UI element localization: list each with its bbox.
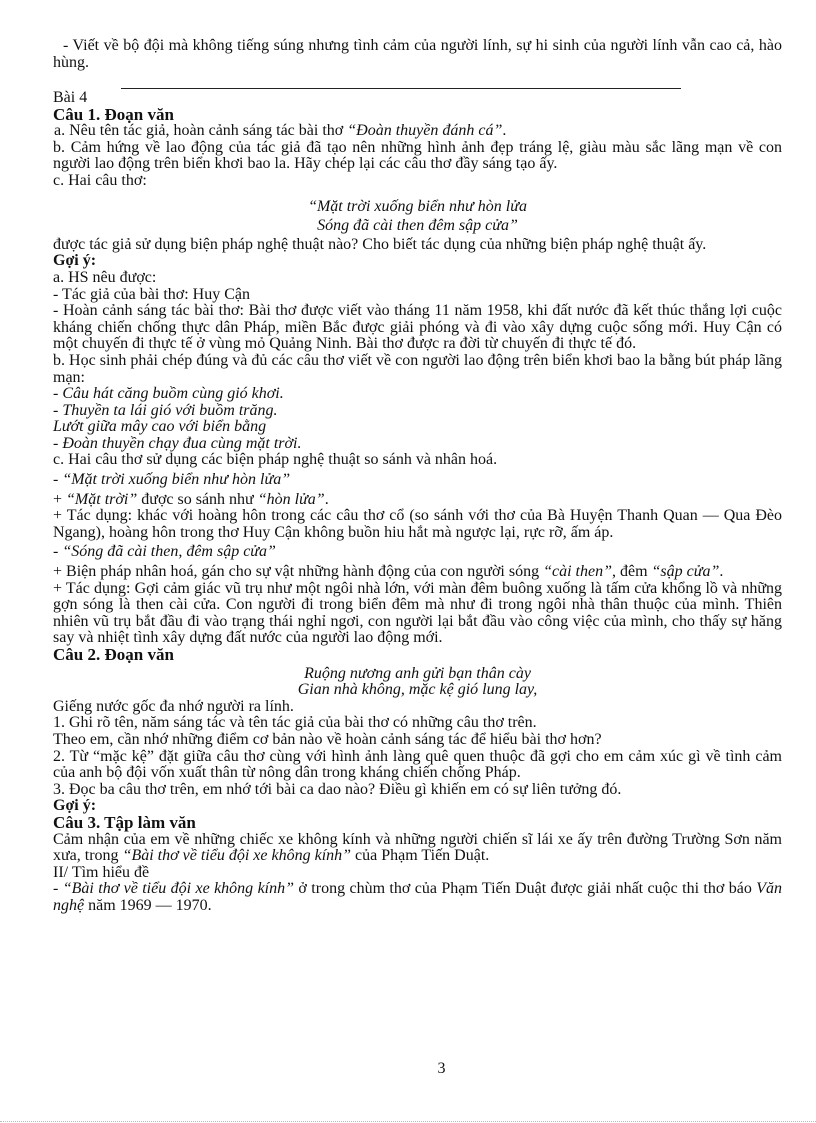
- goi-y-2: Gợi ý:: [53, 797, 97, 815]
- answer-c4: + Tác dụng: khác với hoàng hôn trong các câu thơ cổ (so sánh với thơ của Bà Huyện Thanh Quan — Qua Đèo Ngang), hoàng hôn trong thơ Huy Cận không buồn hiu hắt mà ngược lại, rực rỡ, ấm áp.: [53, 507, 782, 541]
- verse-1: - Câu hát căng buồm cùng gió khơi.: [53, 385, 284, 403]
- answer-c7: + Tác dụng: Gợi cảm giác vũ trụ như một ngôi nhà lớn, với màn đêm buông xuống là tấm cửa khổng lồ và những gợn sóng là then cài cửa. Con người đi trong biển đêm mà như đi trong ngôi nhà thân thuộc của mình. Thiên nhiên vũ trụ bắt đầu đi vào trạng thái nghỉ ngơi, con người lại bắt đầu vào công việc của mình, cho thấy sự hăng say và nhiệt tình xây dựng đất nước của người lao động mới.: [53, 579, 782, 647]
- answer-a2: - Tác giả của bài thơ: Huy Cận: [53, 285, 250, 303]
- cau2-poem-3: Giếng nước gốc đa nhớ người ra lính.: [53, 697, 294, 715]
- answer-c1: c. Hai câu thơ sử dụng các biện pháp nghệ thuật so sánh và nhân hoá.: [53, 451, 498, 469]
- poem-line-2: Sóng đã cài then đêm sập cửa”: [317, 217, 518, 235]
- cau3-heading: Câu 3. Tập làm văn: [53, 812, 196, 832]
- goi-y-1: Gợi ý:: [53, 252, 97, 270]
- cau2-l4: 3. Đọc ba câu thơ trên, em nhớ tới bài ca dao nào? Điều gì khiến em có sự liên tưởng đó.: [53, 780, 622, 798]
- cau1-a: a. Nêu tên tác giả, hoàn cảnh sáng tác bài thơ “Đoàn thuyền đánh cá”.: [54, 122, 507, 140]
- answer-b1: b. Học sinh phải chép đúng và đủ các câu thơ viết về con người lao động trên biển khơi bao la bằng bút pháp lãng mạn:: [53, 351, 782, 386]
- cau1-heading: Câu 1. Đoạn văn: [53, 104, 174, 124]
- cau2-heading: Câu 2. Đoạn văn: [53, 645, 174, 664]
- footer-dotted-line: [0, 1121, 816, 1122]
- cau1-b: b. Cảm hứng về lao động của tác giả đã tạo nên những hình ảnh đẹp tráng lệ, giàu màu sắc lãng mạn về con người lao động trên biển khơi bao la. Hãy chép lại các câu thơ đầy sáng tạo ấy.: [53, 138, 782, 173]
- answer-c2: - “Mặt trời xuống biển như hòn lửa”: [53, 471, 291, 489]
- answer-a1: a. HS nêu được:: [53, 268, 157, 286]
- intro-paragraph: - Viết về bộ đội mà không tiếng súng nhưng tình cảm của người lính, sự hi sinh của người lính vẫn cao cả, hào hùng.: [53, 37, 782, 71]
- bai-label: Bài 4: [53, 89, 88, 106]
- cau2-l1: 1. Ghi rõ tên, năm sáng tác và tên tác giả của bài thơ có những câu thơ trên.: [53, 714, 537, 732]
- bai-4-section: [53, 90, 782, 915]
- answer-c5: - “Sóng đã cài then, đêm sập cửa”: [53, 543, 276, 561]
- answer-a3: - Hoàn cảnh sáng tác bài thơ: Bài thơ được viết vào tháng 11 năm 1958, khi đất nước đã kết thúc thắng lợi cuộc kháng chiến chống thực dân Pháp, miền Bắc được giải phóng và đi vào xây dựng cuộc sống mới. Huy Cận có một chuyến đi thực tế ở vùng mỏ Quảng Ninh. Bài thơ được ra đời từ chuyến đi thực tế đó.: [53, 302, 782, 353]
- answer-c3: + “Mặt trời” được so sánh như “hòn lửa”.: [53, 490, 329, 508]
- cau2-l2: Theo em, cần nhớ những điểm cơ bản nào về hoàn cảnh sáng tác để hiểu bài thơ hơn?: [53, 730, 602, 748]
- cau2-poem-1: Ruộng nương anh gửi bạn thân cày: [304, 664, 531, 682]
- verse-3: Lướt giữa mây cao với biển bằng: [53, 418, 267, 436]
- cau2-l3: 2. Từ “mặc kệ” đặt giữa câu thơ cùng với hình ảnh làng quê quen thuộc đã gợi cho em cảm xúc gì về tình cảm của anh bộ đội vốn xuất thân từ nông dân trong kháng chiến chống Pháp.: [53, 747, 782, 782]
- answer-c6: + Biện pháp nhân hoá, gán cho sự vật những hành động của con người sóng “cài then”, đêm “sập cửa”.: [53, 563, 724, 581]
- cau3-t2: II/ Tìm hiểu đề: [53, 863, 150, 881]
- poem-line-1: “Mặt trời xuống biển như hòn lửa: [308, 197, 527, 215]
- cau3-t1: Cảm nhận của em về những chiếc xe không kính và những người chiến sĩ lái xe ấy trên đường Trường Sơn năm xưa, trong “Bài thơ về tiểu đội xe không kính” của Phạm Tiến Duật.: [53, 830, 782, 865]
- verse-2: - Thuyền ta lái gió với buồm trăng.: [53, 401, 278, 419]
- cau1-question: được tác giả sử dụng biện pháp nghệ thuật nào? Cho biết tác dụng của những biện pháp nghệ thuật ấy.: [53, 235, 707, 253]
- cau1-c: c. Hai câu thơ:: [53, 171, 147, 189]
- cau3-t3: - “Bài thơ về tiểu đội xe không kính” ở trong chùm thơ của Phạm Tiến Duật được giải nhất cuộc thi thơ báo Văn nghệ năm 1969 — 1970.: [53, 880, 782, 914]
- verse-4: - Đoàn thuyền chạy đua cùng mặt trời.: [53, 434, 302, 452]
- page-number: 3: [437, 1060, 446, 1077]
- cau2-poem-2: Gian nhà không, mặc kệ gió lung lay,: [297, 681, 538, 699]
- separator-line: [121, 88, 681, 89]
